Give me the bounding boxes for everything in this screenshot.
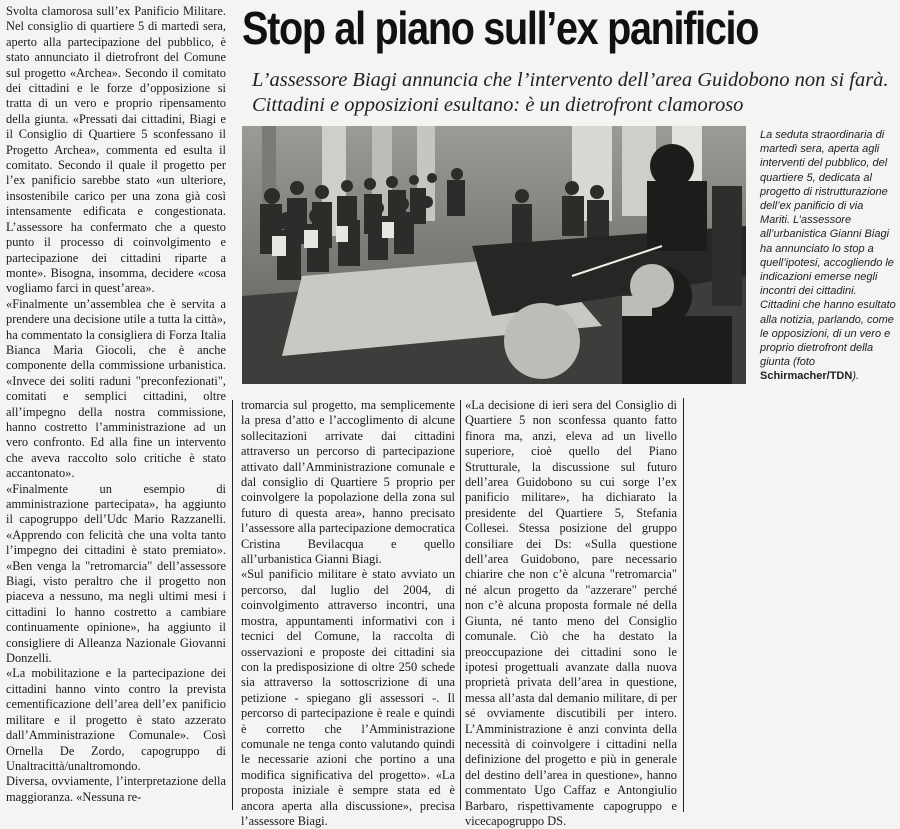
photo-credit: Schirmacher/TDN [760, 370, 853, 383]
photo-credit-close: ). [852, 370, 860, 383]
headline: Stop al piano sull’ex panificio [242, 2, 759, 54]
photo-caption-text: La seduta straordinaria di martedì sera, aperta agli interventi del pubblico, del quartiere 5, dedicata al progetto di ristrutturazione dell’ex panificio di via Mariti. L’assessore all’urbanistica Gianni Biagi ha annunciato lo stop a quell’ipotesi, accogliendo le indicazioni emerse negli incontri dei cittadini. Cittadini che hanno esultato alla notizia, parlando, come le opposizioni, di un vero e proprio dietrofront della giunta (foto [760, 129, 896, 369]
article-column-3: «La decisione di ieri sera del Consiglio di Quartiere 5 non sconfessa quanto fatto finora ma, anzi, eleva ad un livello superiore, cioè quello del Piano Strutturale, la discussione sul futuro dell’area Guidobono su cui sorge l’ex panificio militare», ha dichiarato la presidente del Quartiere 5, Stefania Collesei. Stessa posizione del gruppo consiliare dei Ds: «Sulla questione dell’area Guidobono, pare necessario chiarire che non c’è alcuna "retromarcia" né alcun progetto da "azzerare" perché non c’è alcuna proposta formale né della Giunta, né tanto meno del Consiglio comunale. Ciò che ha destato la preoccupazione dei cittadini sono le ipotesi progettuali avanzate dalla nuova proprietà privata dell’area in questione, messa all’asta dal demanio militare, di per sé ovviamente discutibili per intero. L’Amministrazione è anzi convinta della necessità di coinvolgere i cittadini nella definizione del progetto e più in generale del destino dell’area in questione», hanno commentato Ugo Caffaz e Antongiulio Barbaro, rispettivamente capogruppo e vicecapogruppo DS. [465, 398, 677, 828]
column-divider-vertical [460, 400, 461, 810]
subheadline: L’assessore Biagi annuncia che l’intervento dell’area Guidobono non si farà. Cittadini e opposizioni esultano: è un dietrofront clamoroso [252, 69, 889, 116]
article-column-1: Svolta clamorosa sull’ex Panificio Militare. Nel consiglio di quartiere 5 di martedì sera, aperto alla partecipazione del pubblico, è stato annunciato il dietrofront del Comune sul progetto «Archea». Secondo il comitato dei cittadini e le forze d’opposizione si tratta di un vero e proprio ripensamento della giunta. «Pressati dai cittadini, Biagi e il Consiglio di Quartiere 5 sconfessano il Progetto Archea», commenta ed esulta il comitato. Secondo il quale il progetto per l’ex panificio sarebbe stato «un ulteriore, insostenibile carico per una zona già così intensamente edificata e congestionata. L’assessore ha confermato che a questo punto il processo di coinvolgimento e partecipazione dei cittadini riparte a monte». Bisogna, insomma, decidere «cosa vogliamo farci in quest’area». «Finalmente un’assemblea che è servita a prendere una decisione utile a tutta la città», ha commentato la consigliera di Forza Italia Bianca Maria Giocoli, che è anche componente della commissione urbanistica. «Invece dei soliti raduni "preconfezionati", comitati e semplici cittadini, oltre all’impegno della nostra commissione, hanno costretto l’amministrazione ad un vero confronto. Ed alla fine un intervento che aveva raccolto solo critiche è stato accantonato». «Finalmente un esempio di amministrazione partecipata», ha aggiunto il capogruppo dell’Udc Mario Razzanelli. «Apprendo con felicità che una volta tanto l’impegno dei cittadini è stato premiato». «Ben venga la "retromarcia" dell’assessore Biagi, visto peraltro che il progetto non piaceva a nessuno, ma negli ultimi mesi i cittadini lo hanno costretto a cambiare continuamente opinione», ha aggiunto il consigliere di Alleanza Nazionale Giovanni Donzelli. «La mobilitazione e la partecipazione dei cittadini hanno vinto contro la prevista cementificazione dell’area dell’ex panificio militare e il progetto è stato azzerato dall’Amministrazione Comunale». Così Ornella De Zordo, capogruppo di Unaltracittà/unaltromondo. Diversa, ovviamente, l’interpretazione della maggioranza. «Nessuna re- [6, 4, 226, 804]
article-column-2: tromarcia sul progetto, ma semplicemente la presa d’atto e l’accoglimento di alcune sollecitazioni arrivate dai cittadini attraverso un percorso di partecipazione attivato dall’Amministrazione comunale e dal consiglio di Quartiere 5 proprio per coinvolgere la popolazione della zona sul futuro di questa area», hanno precisato l’assessore alla partecipazione democratica Cristina Bevilacqua e quello all’urbanistica Gianni Biagi. «Sul panificio militare è stato avviato un percorso, dal luglio del 2004, di coinvolgimento attraverso incontri, una mostra, appuntamenti informativi con i tecnici del Comune, la raccolta di osservazioni e proposte dei cittadini sia con la predisposizione di oltre 250 schede sia attraverso la sottoscrizione di una petizione - spiegano gli assessori -. Il percorso di partecipazione è reale e quindi è corretto che l’Amministrazione comunale ne tenga conto valutando quindi le necessarie azioni che portino a una modifica significativa del progetto». «La proposta iniziale è sempre stata ed è ancora aperta alla discussione», precisa l’assessore Biagi. [241, 398, 455, 828]
column-divider-vertical [683, 398, 684, 812]
assembly-photo [242, 126, 746, 384]
column-divider-vertical [232, 400, 233, 810]
photo-caption [760, 128, 896, 384]
